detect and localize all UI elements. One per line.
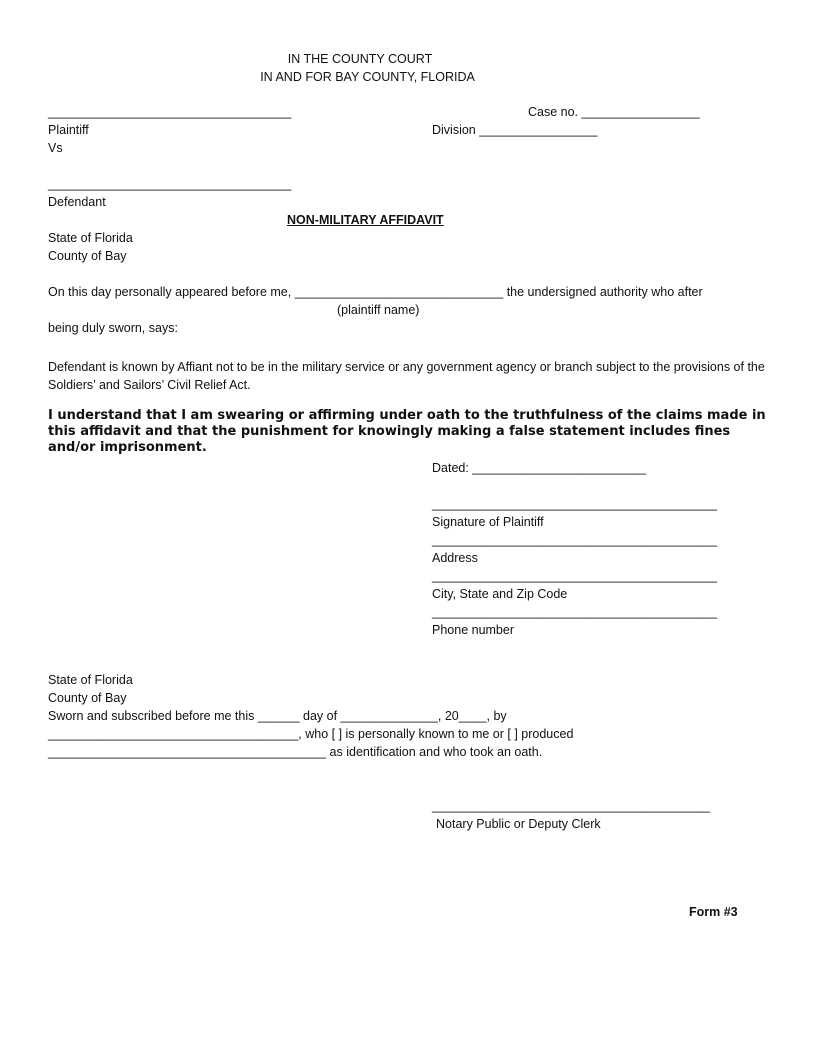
city-state-zip-label: City, State and Zip Code (432, 587, 568, 601)
phone-label: Phone number (432, 623, 515, 637)
defendant-blank: ___________________________________ (48, 177, 292, 191)
address-line: _________________________________________ (432, 533, 718, 547)
phone-line: _________________________________________ (432, 605, 718, 619)
notary-signature-line: ________________________________________ (432, 799, 711, 813)
jurat-line-2: ____________________________________, who [ ] is personally known to me or [ ] produced (48, 727, 574, 741)
dated-field: Dated: _________________________ (432, 461, 647, 475)
duly-sworn-line: being duly sworn, says: (48, 321, 178, 335)
city-state-zip-line: _________________________________________ (432, 569, 718, 583)
venue-state: State of Florida (48, 231, 133, 245)
notary-label: Notary Public or Deputy Clerk (436, 817, 601, 831)
jurat-line-3: ________________________________________ as identification and who took an oath. (48, 745, 543, 759)
signature-label: Signature of Plaintiff (432, 515, 544, 529)
jurat-venue-state: State of Florida (48, 673, 133, 687)
court-name-line1: IN THE COUNTY COURT (287, 52, 433, 66)
court-name-line2: IN AND FOR BAY COUNTY, FLORIDA (260, 70, 475, 84)
jurat-venue-county: County of Bay (48, 691, 127, 705)
venue-county: County of Bay (48, 249, 127, 263)
jurat-line-1: Sworn and subscribed before me this ______ day of ______________, 20____, by (48, 709, 507, 723)
affidavit-statement: Defendant is known by Affiant not to be in the military service or any government agency or branch subject to the provisions of the Soldiers’ and Sailors’ Civil Relief Act. (48, 360, 765, 392)
perjury-warning: I understand that I am swearing or affirming under oath to the truthfulness of the claims made in this affidavit and that the punishment for knowingly making a false statement includes fines and/or imprisonment. (48, 408, 766, 455)
appearance-line: On this day personally appeared before me, ______________________________ the undersigned authority who after (48, 285, 703, 299)
versus-label: Vs (48, 141, 63, 155)
plaintiff-blank: ___________________________________ (48, 105, 292, 119)
form-number: Form #3 (689, 905, 738, 919)
defendant-label: Defendant (48, 195, 106, 209)
document-title: NON-MILITARY AFFIDAVIT (287, 213, 444, 227)
address-label: Address (432, 551, 478, 565)
case-number-field: Case no. _________________ (528, 105, 700, 119)
plaintiff-label: Plaintiff (48, 123, 89, 137)
signature-line: _________________________________________ (432, 497, 718, 511)
plaintiff-name-sublabel: (plaintiff name) (337, 303, 420, 317)
division-field: Division _________________ (432, 123, 598, 137)
